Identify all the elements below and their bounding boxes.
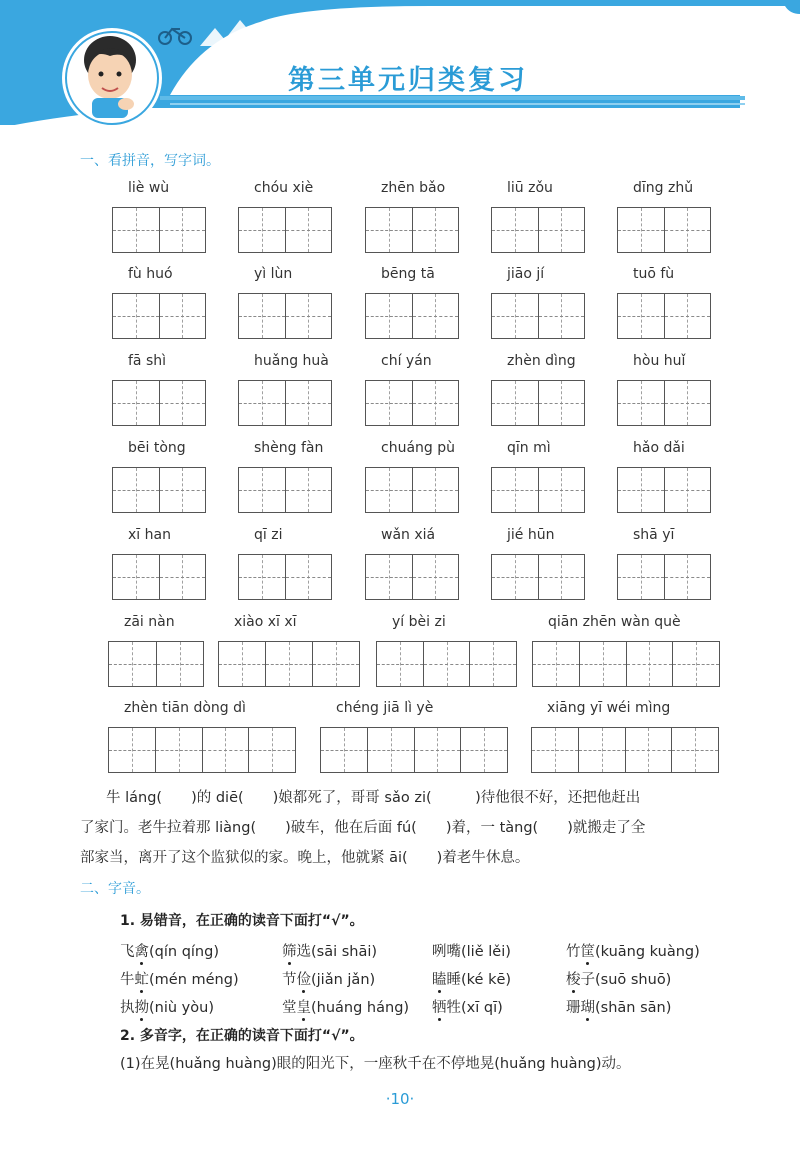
writing-cell[interactable]: [626, 642, 673, 686]
pronunciation-item: 珊瑚(shān sān): [566, 996, 671, 1017]
writing-cell[interactable]: [414, 728, 461, 772]
pinyin-label: shā yī: [633, 527, 675, 543]
writing-box[interactable]: [238, 554, 332, 600]
writing-cell[interactable]: [538, 468, 585, 512]
pinyin-label: hòu huǐ: [633, 353, 686, 369]
pronunciation-item: 瞌睡(ké kē): [432, 968, 511, 989]
writing-cell[interactable]: [533, 642, 579, 686]
writing-cell[interactable]: [285, 294, 332, 338]
writing-cell[interactable]: [423, 642, 470, 686]
writing-cell[interactable]: [492, 381, 538, 425]
writing-box[interactable]: [108, 727, 296, 773]
writing-box[interactable]: [617, 293, 711, 339]
pinyin-label: chóu xiè: [254, 180, 314, 196]
writing-box[interactable]: [491, 207, 585, 253]
writing-cell[interactable]: [239, 294, 285, 338]
pinyin-label: yì lùn: [254, 266, 293, 282]
writing-cell[interactable]: [664, 381, 711, 425]
pinyin-label: bēi tòng: [128, 440, 186, 456]
writing-cell[interactable]: [469, 642, 516, 686]
writing-cell[interactable]: [618, 555, 664, 599]
passage-line: 牛 láng( )的 diē( )娘都死了，哥哥 sǎo zi( )待他很不好，还把他赶出: [106, 790, 641, 806]
writing-cell[interactable]: [538, 294, 585, 338]
pinyin-label: dīng zhǔ: [633, 180, 694, 196]
writing-cell[interactable]: [265, 642, 312, 686]
pronunciation-item: 筛选(sāi shāi): [282, 940, 377, 961]
pinyin-label: chí yán: [381, 353, 432, 369]
writing-box[interactable]: [365, 207, 459, 253]
writing-cell[interactable]: [492, 294, 538, 338]
writing-cell[interactable]: [109, 642, 156, 686]
writing-box[interactable]: [365, 554, 459, 600]
writing-cell[interactable]: [538, 208, 585, 252]
writing-cell[interactable]: [671, 728, 718, 772]
pinyin-label: zāi nàn: [124, 614, 175, 630]
writing-box[interactable]: [112, 467, 206, 513]
pronunciation-item: 节俭(jiǎn jǎn): [282, 968, 375, 989]
page-title: 第三单元归类复习: [288, 65, 528, 96]
question-2-title: 2. 多音字，在正确的读音下面打“√”。: [120, 1028, 364, 1044]
writing-box[interactable]: [491, 380, 585, 426]
pronunciation-item: 堂皇(huáng háng): [282, 996, 409, 1017]
page-number: ·10·: [385, 1090, 415, 1108]
pinyin-label: qī zi: [254, 527, 283, 543]
pinyin-label: wǎn xiá: [381, 527, 436, 543]
header-banner: [0, 0, 800, 125]
pronunciation-item: 咧嘴(liě lěi): [432, 944, 511, 960]
writing-cell[interactable]: [532, 728, 578, 772]
writing-cell[interactable]: [159, 381, 206, 425]
pinyin-label: chuáng pù: [381, 440, 455, 456]
writing-box[interactable]: [238, 380, 332, 426]
writing-cell[interactable]: [672, 642, 719, 686]
writing-cell[interactable]: [239, 381, 285, 425]
pinyin-label: xī han: [128, 527, 171, 543]
writing-box[interactable]: [112, 554, 206, 600]
pinyin-label: huǎng huà: [254, 353, 329, 369]
story-passage: [80, 783, 746, 873]
writing-cell[interactable]: [248, 728, 295, 772]
pinyin-label: zhēn bǎo: [381, 180, 446, 196]
boy-mascot-icon: [62, 28, 162, 125]
writing-box[interactable]: [365, 467, 459, 513]
writing-cell[interactable]: [239, 555, 285, 599]
writing-cell[interactable]: [664, 468, 711, 512]
writing-cell[interactable]: [285, 381, 332, 425]
writing-cell[interactable]: [492, 208, 538, 252]
writing-cell[interactable]: [412, 468, 459, 512]
writing-box[interactable]: [320, 727, 508, 773]
writing-box[interactable]: [617, 207, 711, 253]
writing-box[interactable]: [112, 380, 206, 426]
writing-box[interactable]: [112, 293, 206, 339]
writing-box[interactable]: [491, 467, 585, 513]
writing-box[interactable]: [617, 554, 711, 600]
writing-cell[interactable]: [159, 208, 206, 252]
pinyin-label: hǎo dǎi: [633, 440, 685, 456]
pronunciation-item: 竹筐(kuāng kuàng): [566, 940, 700, 961]
writing-cell[interactable]: [239, 208, 285, 252]
pinyin-label: tuō fù: [633, 266, 675, 282]
writing-cell[interactable]: [159, 294, 206, 338]
pronunciation-item: 执拗(niù yòu): [120, 996, 214, 1017]
writing-box[interactable]: [365, 293, 459, 339]
writing-cell[interactable]: [366, 468, 412, 512]
pronunciation-item: 飞禽(qín qíng): [120, 940, 219, 961]
writing-cell[interactable]: [412, 208, 459, 252]
writing-cell[interactable]: [664, 294, 711, 338]
writing-cell[interactable]: [159, 555, 206, 599]
passage-line: 了家门。老牛拉着那 liàng( )破车，他在后面 fú( )着，一 tàng( )就搬走了全: [80, 820, 646, 836]
writing-cell[interactable]: [618, 208, 664, 252]
writing-box[interactable]: [238, 207, 332, 253]
pinyin-label: bēng tā: [381, 266, 435, 282]
passage-line: 部家当，离开了这个监狱似的家。晚上，他就紧 āi( )着老牛休息。: [80, 850, 530, 866]
writing-cell[interactable]: [113, 381, 159, 425]
writing-cell[interactable]: [312, 642, 359, 686]
writing-cell[interactable]: [285, 468, 332, 512]
pinyin-label: liū zǒu: [507, 180, 553, 196]
writing-cell[interactable]: [367, 728, 414, 772]
writing-cell[interactable]: [285, 555, 332, 599]
writing-cell[interactable]: [618, 468, 664, 512]
pronunciation-item: 牛虻(mén méng): [120, 968, 239, 989]
writing-box[interactable]: [617, 467, 711, 513]
section-heading-pinyin: 一、看拼音，写字词。: [80, 153, 220, 169]
writing-cell[interactable]: [366, 208, 412, 252]
writing-cell[interactable]: [625, 728, 672, 772]
writing-cell[interactable]: [412, 381, 459, 425]
writing-cell[interactable]: [538, 555, 585, 599]
writing-cell[interactable]: [239, 468, 285, 512]
writing-cell[interactable]: [664, 208, 711, 252]
writing-box[interactable]: [491, 293, 585, 339]
pinyin-label: jiāo jí: [507, 266, 545, 282]
writing-cell[interactable]: [156, 642, 204, 686]
writing-cell[interactable]: [219, 642, 265, 686]
writing-cell[interactable]: [159, 468, 206, 512]
pinyin-label: fā shì: [128, 353, 167, 369]
writing-box[interactable]: [218, 641, 360, 687]
writing-cell[interactable]: [155, 728, 202, 772]
writing-cell[interactable]: [109, 728, 155, 772]
writing-box[interactable]: [238, 467, 332, 513]
pinyin-label: xiāng yī wéi mìng: [547, 700, 671, 716]
writing-cell[interactable]: [492, 555, 538, 599]
writing-cell[interactable]: [202, 728, 249, 772]
pronunciation-item: 梭子(suō shuō): [566, 968, 671, 989]
pinyin-label: zhèn tiān dòng dì: [124, 700, 246, 716]
question-1-title: 1. 易错音，在正确的读音下面打“√”。: [120, 913, 364, 929]
pinyin-label: zhèn dìng: [507, 353, 576, 369]
writing-box[interactable]: [112, 207, 206, 253]
pinyin-label: liè wù: [128, 180, 170, 196]
writing-cell[interactable]: [321, 728, 367, 772]
writing-box[interactable]: [238, 293, 332, 339]
pinyin-label: qiān zhēn wàn què: [548, 614, 681, 630]
writing-cell[interactable]: [460, 728, 507, 772]
pinyin-label: xiào xī xī: [234, 614, 297, 630]
writing-cell[interactable]: [492, 468, 538, 512]
writing-cell[interactable]: [578, 728, 625, 772]
pinyin-label: shèng fàn: [254, 440, 324, 456]
pinyin-label: fù huó: [128, 266, 173, 282]
writing-cell[interactable]: [618, 381, 664, 425]
writing-box[interactable]: [108, 641, 204, 687]
polyphone-sentence: (1)在晃(huǎng huàng)眼的阳光下，一座秋千在不停地晃(huǎng huàng)动。: [120, 1056, 631, 1072]
pinyin-label: qīn mì: [507, 440, 551, 456]
writing-cell[interactable]: [366, 381, 412, 425]
writing-cell[interactable]: [377, 642, 423, 686]
writing-box[interactable]: [365, 380, 459, 426]
section-heading-pronunciation: 二、字音。: [80, 881, 150, 897]
writing-cell[interactable]: [412, 555, 459, 599]
writing-cell[interactable]: [113, 208, 159, 252]
writing-cell[interactable]: [113, 555, 159, 599]
writing-cell[interactable]: [366, 294, 412, 338]
writing-cell[interactable]: [113, 294, 159, 338]
writing-box[interactable]: [617, 380, 711, 426]
pinyin-label: yí bèi zi: [392, 614, 446, 630]
pinyin-label: chéng jiā lì yè: [336, 700, 434, 716]
writing-cell[interactable]: [113, 468, 159, 512]
writing-cell[interactable]: [366, 555, 412, 599]
pronunciation-item: 牺牲(xī qī): [432, 996, 503, 1017]
writing-cell[interactable]: [538, 381, 585, 425]
writing-cell[interactable]: [285, 208, 332, 252]
pinyin-label: jié hūn: [507, 527, 555, 543]
writing-box[interactable]: [532, 641, 720, 687]
writing-cell[interactable]: [412, 294, 459, 338]
writing-cell[interactable]: [618, 294, 664, 338]
writing-cell[interactable]: [579, 642, 626, 686]
writing-box[interactable]: [531, 727, 719, 773]
writing-box[interactable]: [376, 641, 517, 687]
writing-box[interactable]: [491, 554, 585, 600]
writing-cell[interactable]: [664, 555, 711, 599]
